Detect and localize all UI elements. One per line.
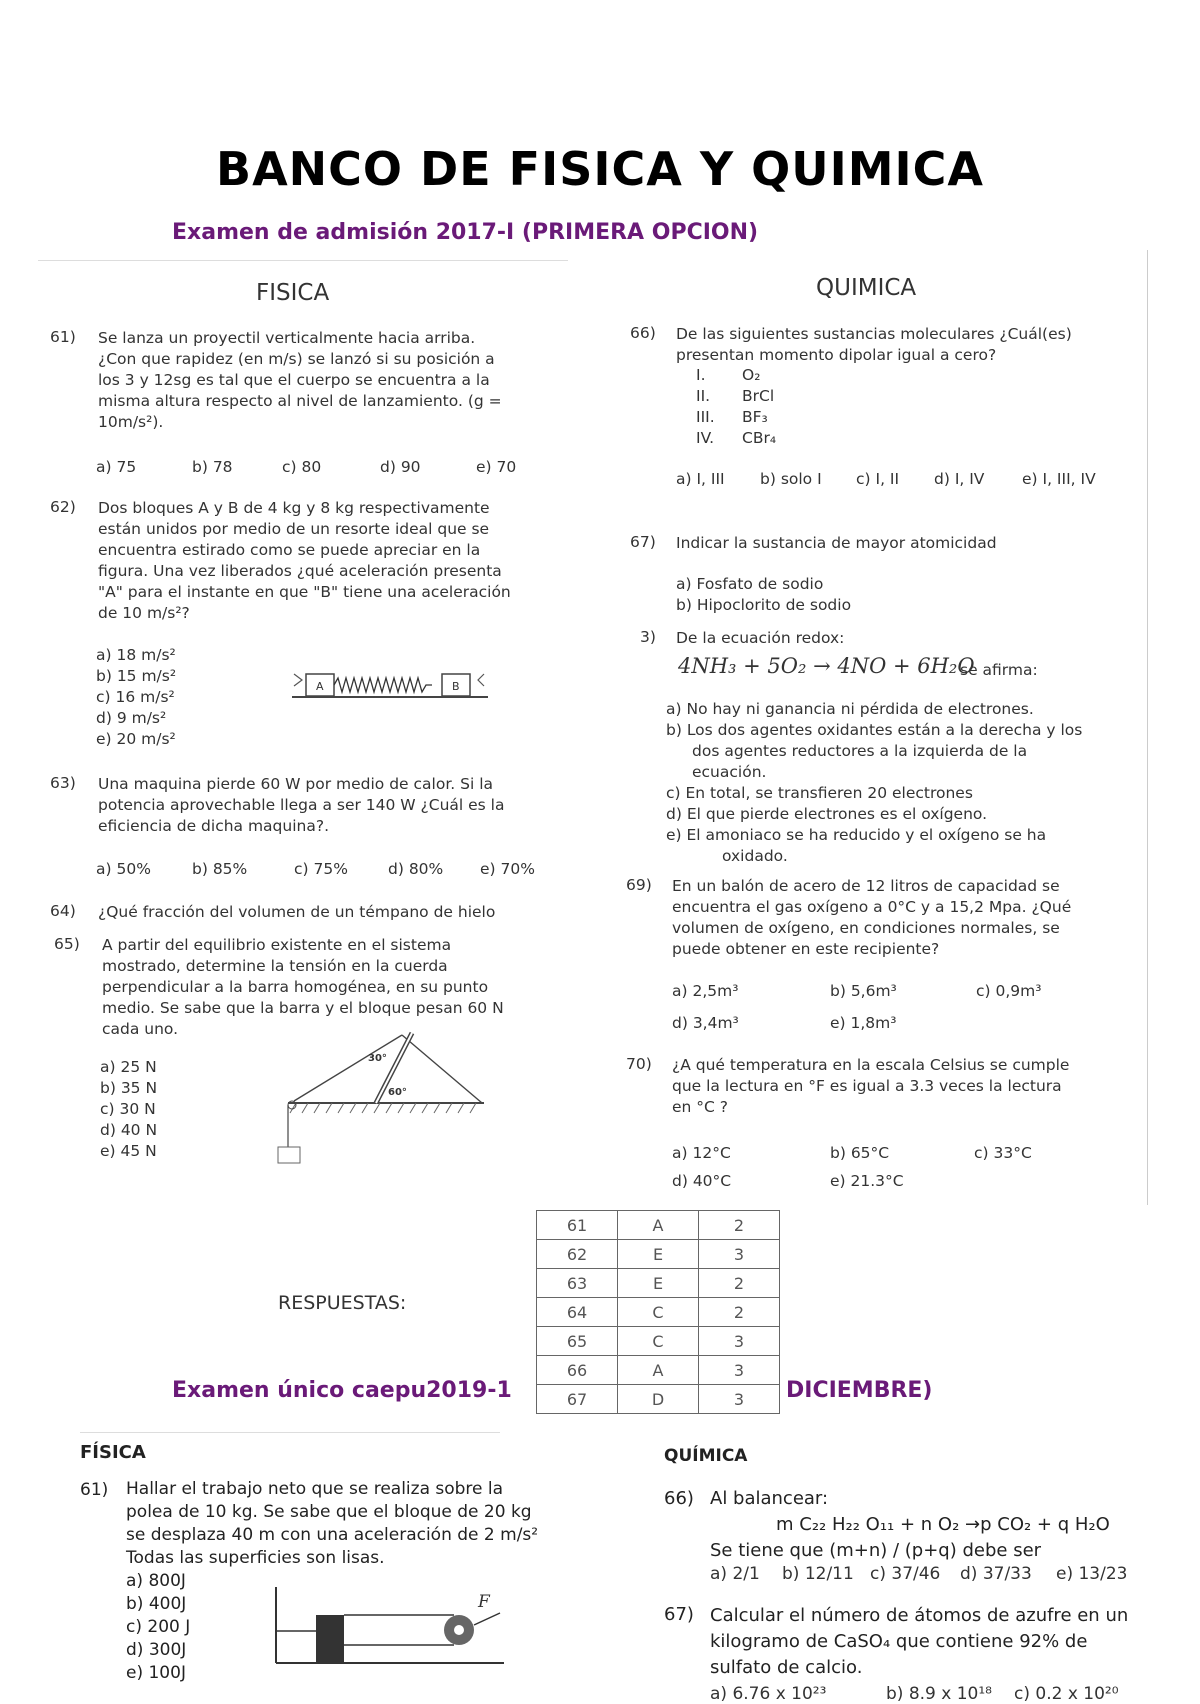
- q61-line: los 3 y 12sg es tal que el cuerpo se encuentra a la: [98, 371, 490, 389]
- option: e) 70: [476, 458, 517, 476]
- option: b) 15 m/s²: [96, 667, 177, 685]
- quimica-heading: QUIMICA: [816, 275, 917, 301]
- q70-text: [672, 1055, 1122, 1118]
- option: b) 78: [192, 458, 233, 476]
- option-continued: oxidado.: [722, 847, 788, 865]
- option: c) 0.2 x 10²⁰: [1014, 1684, 1119, 1704]
- q68-options: [666, 699, 1116, 867]
- option: c) I, II: [856, 470, 900, 488]
- e2-q61-line: Todas las superficies son lisas.: [126, 1548, 385, 1568]
- q61-line: misma altura respecto al nivel de lanzamiento. (g =: [98, 392, 502, 410]
- q62-line: Dos bloques A y B de 4 kg y 8 kg respectivamente: [98, 499, 490, 517]
- q69-number: 69): [626, 876, 652, 894]
- e2-q67-line: kilogramo de CaSO₄ que contiene 92% de: [710, 1631, 1088, 1652]
- q62-line: están unidos por medio de un resorte ideal que se: [98, 520, 490, 538]
- q65-line: perpendicular a la barra homogénea, en su punto: [102, 978, 489, 996]
- force-label: F: [478, 1592, 490, 1612]
- option: a) 800J: [126, 1571, 186, 1591]
- table-cell: 63: [537, 1269, 618, 1298]
- q63-line: eficiencia de dicha maquina?.: [98, 817, 330, 835]
- option: e) 100J: [126, 1663, 186, 1683]
- respuestas-label: RESPUESTAS:: [278, 1292, 407, 1314]
- q70-line: que la lectura en °F es igual a 3.3 veces la lectura: [672, 1077, 1062, 1095]
- q65-line: medio. Se sabe que la barra y el bloque pesan 60 N: [102, 999, 504, 1017]
- angle-30-label: 30°: [368, 1053, 387, 1064]
- column-edge: [1147, 250, 1148, 1205]
- q68-after: se afirma:: [960, 661, 1038, 679]
- exam2-fisica-heading: FÍSICA: [80, 1442, 146, 1463]
- table-row: [537, 1269, 780, 1298]
- option: d) 90: [380, 458, 421, 476]
- option: e) 20 m/s²: [96, 730, 176, 748]
- table-row: [537, 1385, 780, 1414]
- q70-options-row2: [672, 1172, 974, 1190]
- table-cell: 2: [699, 1269, 780, 1298]
- q61-options: [96, 458, 536, 476]
- option: a) 25 N: [100, 1058, 157, 1076]
- fisica-heading: FISICA: [256, 280, 330, 306]
- q69-line: encuentra el gas oxígeno a 0°C y a 15,2 Mpa. ¿Qué: [672, 898, 1072, 916]
- option: a) 75: [96, 458, 137, 476]
- q69-text: [672, 876, 1122, 960]
- option: b) 5,6m³: [830, 982, 897, 1000]
- option: e) 70%: [480, 860, 535, 878]
- option: c) 0,9m³: [976, 982, 1042, 1000]
- option: b) 8.9 x 10¹⁸: [886, 1684, 992, 1704]
- item-formula: BF₃: [742, 408, 768, 426]
- q65-options: [100, 1057, 157, 1162]
- q62-line: de 10 m/s²?: [98, 604, 190, 622]
- table-cell: 67: [537, 1385, 618, 1414]
- option: a) Fosfato de sodio: [676, 575, 824, 593]
- q61-line: ¿Con que rapidez (en m/s) se lanzó si su posición a: [98, 350, 495, 368]
- option: d) 40 N: [100, 1121, 158, 1139]
- option: c) En total, se transfieren 20 electrones: [666, 784, 973, 802]
- option: a) 50%: [96, 860, 151, 878]
- q62-line: figura. Una vez liberados ¿qué aceleración presenta: [98, 562, 502, 580]
- option: d) 3,4m³: [672, 1014, 739, 1032]
- q65-line: A partir del equilibrio existente en el sistema: [102, 936, 452, 954]
- q61-line: Se lanza un proyectil verticalmente hacia arriba.: [98, 329, 476, 347]
- redox-equation: 4NH₃ + 5O₂ → 4NO + 6H₂O: [678, 654, 975, 678]
- e2-q61-line: polea de 10 kg. Se sabe que el bloque de 20 kg: [126, 1502, 532, 1522]
- exam2-subtitle-left: Examen único caepu2019-1: [172, 1378, 512, 1403]
- option: a) 2,5m³: [672, 982, 739, 1000]
- q66-line: presentan momento dipolar igual a cero?: [676, 346, 997, 364]
- option: e) El amoniaco se ha reducido y el oxígeno se ha: [666, 826, 1047, 844]
- table-cell: 2: [699, 1298, 780, 1327]
- q67-options: [676, 574, 851, 616]
- q70-line: en °C ?: [672, 1098, 729, 1116]
- table-cell: E: [618, 1269, 699, 1298]
- option: b) 35 N: [100, 1079, 158, 1097]
- table-cell: 3: [699, 1240, 780, 1269]
- q62-text: [98, 498, 548, 624]
- q66-number: 66): [630, 324, 656, 342]
- q62-line: "A" para el instante en que "B" tiene una aceleración: [98, 583, 511, 601]
- q70-line: ¿A qué temperatura en la escala Celsius se cumple: [672, 1056, 1070, 1074]
- q62-number: 62): [50, 498, 76, 516]
- option: c) 75%: [294, 860, 348, 878]
- page-title: BANCO DE FISICA Y QUIMICA: [216, 142, 984, 196]
- table-cell: D: [618, 1385, 699, 1414]
- table-row: [537, 1240, 780, 1269]
- q62-line: encuentra estirado como se puede apreciar en la: [98, 541, 481, 559]
- item-formula: O₂: [742, 366, 761, 384]
- item-formula: BrCl: [742, 387, 775, 405]
- q69-options-row1: [672, 982, 1066, 1000]
- item-numeral: II.: [696, 387, 711, 405]
- e2-q67-line: sulfato de calcio.: [710, 1657, 863, 1678]
- e2-q67-text: [710, 1603, 1150, 1681]
- option-continued: ecuación.: [692, 763, 767, 781]
- exam1-subtitle: Examen de admisión 2017-I (PRIMERA OPCION): [172, 220, 759, 245]
- item-formula: CBr₄: [742, 429, 777, 447]
- q70-number: 70): [626, 1055, 652, 1073]
- q61-text: [98, 328, 548, 433]
- option: b) 65°C: [830, 1144, 890, 1162]
- table-row: [537, 1327, 780, 1356]
- table-cell: 66: [537, 1356, 618, 1385]
- item-numeral: III.: [696, 408, 715, 426]
- q65-line: mostrado, determine la tensión en la cuerda: [102, 957, 448, 975]
- option: d) 37/33: [960, 1564, 1032, 1584]
- q64-text: ¿Qué fracción del volumen de un témpano de hielo: [98, 903, 496, 921]
- option: a) I, III: [676, 470, 725, 488]
- option: d) 80%: [388, 860, 444, 878]
- option: a) No hay ni ganancia ni pérdida de electrones.: [666, 700, 1034, 718]
- q69-options-row2: [672, 1014, 976, 1032]
- e2-q67-line: Calcular el número de átomos de azufre en un: [710, 1605, 1129, 1626]
- option: b) 85%: [192, 860, 248, 878]
- q61-line: 10m/s²).: [98, 413, 164, 431]
- option: e) 45 N: [100, 1142, 157, 1160]
- q67-number: 67): [630, 533, 656, 551]
- angle-60-label: 60°: [388, 1087, 407, 1098]
- option: c) 16 m/s²: [96, 688, 175, 706]
- option: a) 6.76 x 10²³: [710, 1684, 827, 1704]
- table-cell: C: [618, 1298, 699, 1327]
- e2-q61-text: [126, 1478, 546, 1570]
- option: d) 9 m/s²: [96, 709, 167, 727]
- option: e) 13/23: [1056, 1564, 1128, 1584]
- exam2-subtitle-right: DICIEMBRE): [786, 1378, 933, 1403]
- q64-number: 64): [50, 902, 76, 920]
- table-cell: 62: [537, 1240, 618, 1269]
- table-cell: 61: [537, 1211, 618, 1240]
- q62-options: [96, 645, 176, 750]
- q69-line: volumen de oxígeno, en condiciones normales, se: [672, 919, 1060, 937]
- option: a) 2/1: [710, 1564, 760, 1584]
- spring-blocks-figure: [288, 664, 498, 706]
- pulley-block-figure: [274, 1585, 514, 1675]
- table-cell: 3: [699, 1356, 780, 1385]
- option: c) 37/46: [870, 1564, 941, 1584]
- e2-q66-text: Al balancear:: [710, 1488, 829, 1509]
- table-cell: 3: [699, 1385, 780, 1414]
- e2-q66-text2: Se tiene que (m+n) / (p+q) debe ser: [710, 1540, 1042, 1561]
- table-cell: C: [618, 1327, 699, 1356]
- q68-text: De la ecuación redox:: [676, 629, 845, 647]
- option: e) 21.3°C: [830, 1172, 904, 1190]
- q66-text: [676, 324, 1126, 366]
- e2-q61-number: 61): [80, 1480, 109, 1500]
- q63-options: [96, 860, 550, 878]
- option: b) Los dos agentes oxidantes están a la derecha y los: [666, 721, 1083, 739]
- option: a) 18 m/s²: [96, 646, 176, 664]
- option: c) 80: [282, 458, 322, 476]
- table-cell: 64: [537, 1298, 618, 1327]
- q65-number: 65): [54, 935, 80, 953]
- table-cell: 3: [699, 1327, 780, 1356]
- table-cell: A: [618, 1211, 699, 1240]
- option: c) 30 N: [100, 1100, 156, 1118]
- item-numeral: I.: [696, 366, 706, 384]
- q69-line: En un balón de acero de 12 litros de capacidad se: [672, 877, 1060, 895]
- e2-q67-number: 67): [664, 1604, 694, 1625]
- e2-q61-options: [126, 1570, 190, 1685]
- e2-q67-options: [710, 1684, 1134, 1704]
- option: d) 40°C: [672, 1172, 732, 1190]
- option: e) I, III, IV: [1022, 470, 1096, 488]
- q68-number: 3): [640, 628, 656, 646]
- table-cell: E: [618, 1240, 699, 1269]
- q66-items: [696, 365, 776, 449]
- q70-options-row1: [672, 1144, 1064, 1162]
- q67-text: Indicar la sustancia de mayor atomicidad: [676, 534, 997, 552]
- option: e) 1,8m³: [830, 1014, 897, 1032]
- option: b) 12/11: [782, 1564, 854, 1584]
- option: b) 400J: [126, 1594, 187, 1614]
- table-row: [537, 1211, 780, 1240]
- option-continued: dos agentes reductores a la izquierda de la: [692, 742, 1028, 760]
- option: a) 12°C: [672, 1144, 731, 1162]
- item-numeral: IV.: [696, 429, 715, 447]
- option: b) solo I: [760, 470, 822, 488]
- q66-options: [676, 470, 1122, 488]
- q63-line: Una maquina pierde 60 W por medio de calor. Si la: [98, 775, 494, 793]
- option: d) El que pierde electrones es el oxígeno.: [666, 805, 988, 823]
- table-row: [537, 1298, 780, 1327]
- option: c) 200 J: [126, 1617, 191, 1637]
- option: d) I, IV: [934, 470, 985, 488]
- divider: [38, 260, 568, 261]
- option: d) 300J: [126, 1640, 187, 1660]
- table-cell: A: [618, 1356, 699, 1385]
- e2-q66-number: 66): [664, 1488, 694, 1509]
- q63-line: potencia aprovechable llega a ser 140 W ¿Cuál es la: [98, 796, 505, 814]
- e2-q66-equation: m C₂₂ H₂₂ O₁₁ + n O₂ →p CO₂ + q H₂O: [776, 1514, 1110, 1535]
- table-row: [537, 1356, 780, 1385]
- exam2-quimica-heading: QUÍMICA: [664, 1446, 748, 1466]
- option: b) Hipoclorito de sodio: [676, 596, 852, 614]
- table-cell: 2: [699, 1211, 780, 1240]
- e2-q61-line: se desplaza 40 m con una aceleración de 2 m/s²: [126, 1525, 539, 1545]
- e2-q66-options: [710, 1564, 1136, 1584]
- divider: [80, 1432, 500, 1433]
- q65-line: cada uno.: [102, 1020, 179, 1038]
- option: c) 33°C: [974, 1144, 1032, 1162]
- table-cell: 65: [537, 1327, 618, 1356]
- q63-number: 63): [50, 774, 76, 792]
- q66-line: De las siguientes sustancias moleculares ¿Cuál(es): [676, 325, 1072, 343]
- q63-text: [98, 774, 548, 837]
- block-a-label: A: [316, 680, 324, 693]
- answers-table: [536, 1210, 780, 1414]
- q61-number: 61): [50, 328, 76, 346]
- bar-equilibrium-figure: [276, 1025, 496, 1175]
- block-b-label: B: [452, 680, 460, 693]
- q69-line: puede obtener en este recipiente?: [672, 940, 940, 958]
- e2-q61-line: Hallar el trabajo neto que se realiza sobre la: [126, 1479, 504, 1499]
